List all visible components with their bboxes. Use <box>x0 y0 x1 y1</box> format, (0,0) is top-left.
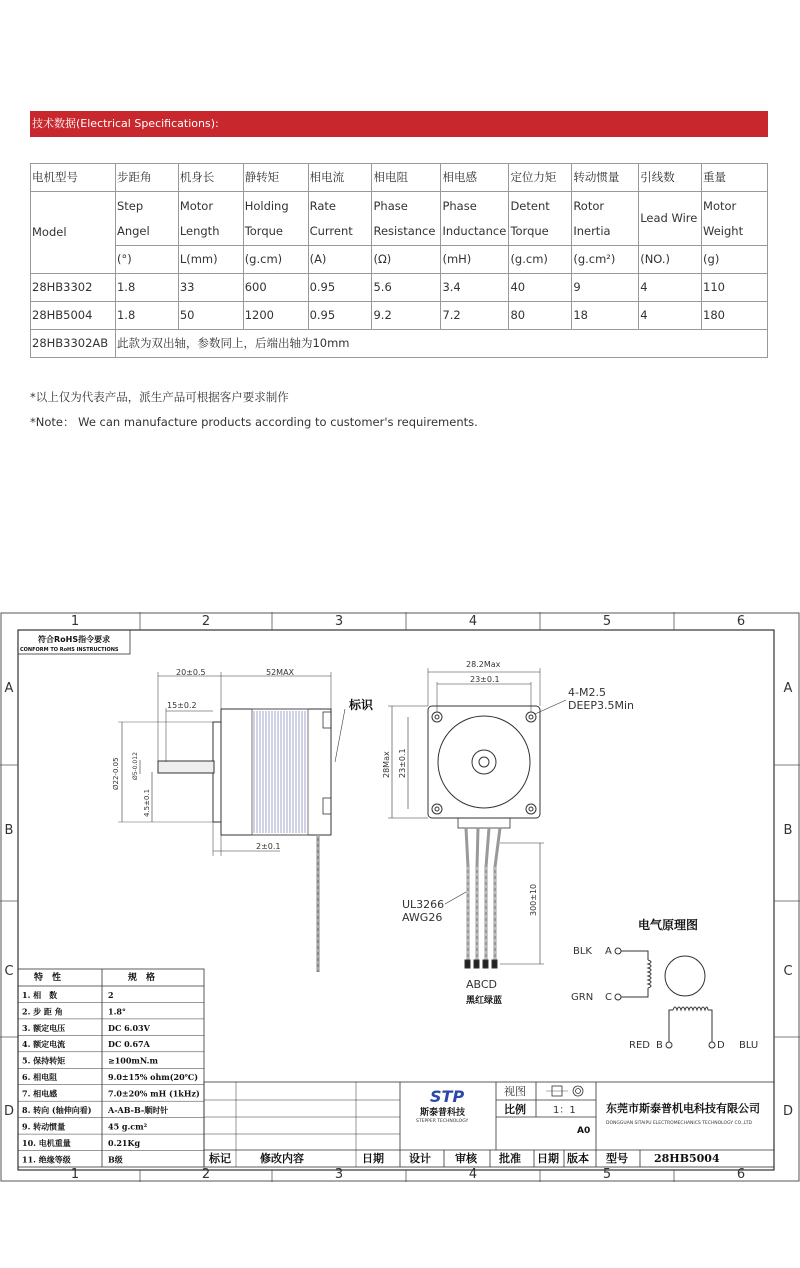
lead-abcd: ABCD <box>466 978 498 991</box>
variant-note: 此款为双出轴，参数同上，后端出轴为10mm <box>115 330 767 358</box>
header-model: Model <box>31 192 116 274</box>
header-en-cell <box>572 192 639 246</box>
spec-value: 0.21Kg <box>108 1137 141 1148</box>
table-cell: 40 <box>509 274 572 302</box>
header-en-cell <box>639 192 702 246</box>
sch-a: A <box>605 946 612 957</box>
spec-value: 45 g.cm² <box>108 1121 148 1132</box>
grid-col-label: 5 <box>602 614 612 629</box>
table-cell: 4 <box>639 274 702 302</box>
header-en-line2: Torque <box>244 223 283 238</box>
unit-cell: (A) <box>308 246 372 274</box>
header-cell: 相电流 <box>308 164 372 192</box>
table-cell: 1.8 <box>115 274 178 302</box>
variant-model: 28HB3302AB <box>31 330 116 358</box>
spec-value: A-AB-B-顺时针 <box>108 1105 169 1116</box>
grid-col-label: 3 <box>334 614 344 629</box>
schematic-diagram <box>615 948 715 1048</box>
header-en-line2: Torque <box>510 223 549 238</box>
grid-col-label: 4 <box>468 614 478 629</box>
spec-value: 9.0±15% ohm(20℃) <box>108 1072 199 1083</box>
header-en-line2: Angel <box>116 223 150 238</box>
tb-view: 视图 <box>504 1085 526 1098</box>
spec-key: 5. 保持转矩 <box>22 1055 66 1066</box>
spec-value: DC 6.03V <box>108 1022 150 1033</box>
header-en-line2: Weight <box>703 223 744 238</box>
grid-col-label: 6 <box>736 1167 746 1182</box>
grid-col-label: 6 <box>736 614 746 629</box>
sch-b: B <box>656 1040 663 1051</box>
header-en-cell <box>308 192 372 246</box>
dim-dia22: Ø22-0.05 <box>112 757 120 790</box>
tb-company-cn: 东莞市斯泰普机电科技有限公司 <box>606 1102 760 1115</box>
tb-design: 设计 <box>409 1152 431 1165</box>
dim-282: 28.2Max <box>466 660 501 669</box>
tb-approve: 批准 <box>499 1152 521 1165</box>
table-row <box>31 302 768 330</box>
dim-45: 4.5±0.1 <box>143 788 151 817</box>
spec-key: 11. 绝缘等级 <box>22 1154 71 1165</box>
holes-spec-2: DEEP3.5Min <box>568 699 635 712</box>
header-en-cell <box>441 192 509 246</box>
table-header-en <box>31 192 768 246</box>
spec-key: 1. 相 数 <box>22 989 58 1000</box>
sch-c: C <box>605 992 612 1003</box>
sch-red: RED <box>629 1040 650 1051</box>
grid-row-label: C <box>783 964 793 979</box>
tb-review: 审核 <box>455 1152 477 1165</box>
grid-col-label: 3 <box>334 1167 344 1182</box>
tb-company-en: DONGGUAN SITAIPU ELECTROMECHANICS TECHNOLOGY CO.,LTD <box>606 1121 752 1126</box>
drawing-svg <box>0 612 800 1192</box>
logo-cn: 斯泰普科技 <box>420 1108 466 1118</box>
table-cell: 600 <box>243 274 308 302</box>
header-cell: 定位力矩 <box>509 164 572 192</box>
tb-date: 日期 <box>362 1152 384 1165</box>
table-cell: 33 <box>178 274 243 302</box>
note-en: *Note： We can manufacture products according to customer's requirements. <box>30 415 478 429</box>
sch-d: D <box>717 1040 725 1051</box>
header-en-line1: Motor <box>703 198 737 213</box>
unit-cell: (mH) <box>441 246 509 274</box>
label-mark: 标识 <box>349 698 374 712</box>
table-cell: 7.2 <box>441 302 509 330</box>
header-cell: 转动惯量 <box>572 164 639 192</box>
header-en-line1: Motor <box>179 198 214 213</box>
header-cell: 重量 <box>702 164 768 192</box>
rohs-cn: 符合RoHS指令要求 <box>38 635 111 644</box>
header-en-line2: Inertia <box>573 223 611 238</box>
header-en-line1: Rotor <box>573 198 605 213</box>
spec-table <box>30 163 768 358</box>
dim-52: 52MAX <box>266 668 295 677</box>
tb-model-label: 型号 <box>606 1152 628 1165</box>
spec-key: 6. 相电阻 <box>22 1072 58 1083</box>
header-en-line1: Phase <box>442 198 477 213</box>
header-cell: 电机型号 <box>31 164 116 192</box>
note-cn: *以上仅为代表产品，派生产品可根据客户要求制作 <box>30 390 289 404</box>
header-en-line1: Step <box>116 198 144 213</box>
table-row-variant <box>31 330 768 358</box>
grid-col-label: 1 <box>70 614 80 629</box>
unit-cell: (g) <box>702 246 768 274</box>
header-en-line1: Holding <box>244 198 289 213</box>
spec-key: 4. 额定电流 <box>22 1039 66 1050</box>
spec-key: 8. 转向 (轴伸向看) <box>22 1105 92 1116</box>
header-cell: 引线数 <box>639 164 702 192</box>
dim-28v: 28Max <box>382 751 391 778</box>
table-cell: 0.95 <box>308 302 372 330</box>
wire-type-2: AWG26 <box>402 911 443 924</box>
tb-date2: 日期 <box>537 1152 559 1165</box>
header-cell: 相电阻 <box>372 164 441 192</box>
spec-head-1: 特 性 <box>34 973 62 983</box>
table-cell: 9 <box>572 274 639 302</box>
unit-cell: (g.cm) <box>509 246 572 274</box>
tb-scale: 1：1 <box>553 1105 576 1116</box>
spec-key: 9. 转动惯量 <box>22 1121 66 1132</box>
header-en-line2: Current <box>309 223 353 238</box>
grid-row-label: A <box>4 681 14 696</box>
sch-blk: BLK <box>573 946 592 957</box>
grid-row-label: D <box>782 1104 794 1119</box>
table-cell: 3.4 <box>441 274 509 302</box>
tb-scale-label: 比例 <box>504 1103 526 1116</box>
grid-col-label: 2 <box>201 1167 211 1182</box>
logo-stp: STP <box>430 1087 465 1106</box>
table-cell: 28HB5004 <box>31 302 116 330</box>
grid-row-label: B <box>4 823 14 838</box>
holes-spec-1: 4-M2.5 <box>568 686 606 699</box>
table-cell: 4 <box>639 302 702 330</box>
spec-key: 2. 步 距 角 <box>22 1006 63 1017</box>
spec-value: 1.8° <box>108 1006 126 1017</box>
grid-row-label: C <box>4 964 14 979</box>
dim-20: 20±0.5 <box>176 668 206 677</box>
table-cell: 5.6 <box>372 274 441 302</box>
spec-value: 7.0±20% mH (1kHz) <box>108 1088 200 1099</box>
dim-2: 2±0.1 <box>256 842 281 851</box>
dim-23h: 23±0.1 <box>470 675 500 684</box>
spec-value: B级 <box>108 1154 123 1165</box>
header-en-cell <box>702 192 768 246</box>
spec-key: 7. 相电感 <box>22 1088 58 1099</box>
sch-grn: GRN <box>571 992 594 1003</box>
grid-row-label: D <box>3 1104 15 1119</box>
table-cell: 80 <box>509 302 572 330</box>
grid-col-label: 4 <box>468 1167 478 1182</box>
side-view <box>118 672 345 972</box>
tb-size: A0 <box>577 1126 591 1136</box>
tb-model: 28HB5004 <box>654 1152 720 1165</box>
unit-cell: (Ω) <box>372 246 441 274</box>
table-row <box>31 274 768 302</box>
header-cell: 相电感 <box>441 164 509 192</box>
tb-version: 版本 <box>567 1152 589 1165</box>
header-en-line1: Detent <box>510 198 550 213</box>
spec-key: 3. 额定电压 <box>22 1022 66 1033</box>
header-en-cell <box>178 192 243 246</box>
unit-cell: (g.cm) <box>243 246 308 274</box>
table-cell: 1.8 <box>115 302 178 330</box>
table-cell: 18 <box>572 302 639 330</box>
grid-row-label: B <box>783 823 793 838</box>
sch-blu: BLU <box>739 1040 759 1051</box>
header-cell: 机身长 <box>178 164 243 192</box>
logo-en: STEPPER TECHNOLOGY <box>416 1119 469 1124</box>
header-en-cell <box>372 192 441 246</box>
header-en-cell <box>509 192 572 246</box>
wire-type-1: UL3266 <box>402 898 445 911</box>
header-en-cell <box>243 192 308 246</box>
spec-value: DC 0.67A <box>108 1039 150 1050</box>
tb-change: 修改内容 <box>260 1152 304 1165</box>
table-cell: 50 <box>178 302 243 330</box>
table-cell: 0.95 <box>308 274 372 302</box>
spec-key: 10. 电机重量 <box>22 1137 71 1148</box>
grid-col-label: 2 <box>201 614 211 629</box>
grid-row-label: A <box>783 681 793 696</box>
header-cell: 静转矩 <box>243 164 308 192</box>
header-en-line1: Rate <box>309 198 336 213</box>
unit-cell: L(mm) <box>178 246 243 274</box>
lead-colors: 黑红绿蓝 <box>466 996 503 1006</box>
table-cell: 28HB3302 <box>31 274 116 302</box>
header-en-cell <box>115 192 178 246</box>
header-en-line2: Resistance <box>373 223 436 238</box>
dim-dia5: Ø5-0.012 <box>132 752 139 780</box>
dim-300: 300±10 <box>529 883 538 916</box>
unit-cell: (NO.) <box>639 246 702 274</box>
dim-15: 15±0.2 <box>167 701 197 710</box>
table-header-cn <box>31 164 768 192</box>
tb-mark: 标记 <box>209 1152 231 1165</box>
grid-col-label: 1 <box>70 1167 80 1182</box>
spec-banner: 技术数据(Electrical Specifications): <box>30 111 768 137</box>
table-cell: 180 <box>702 302 768 330</box>
spec-head-2: 规 格 <box>128 973 156 983</box>
header-en-line1: Lead Wire <box>640 211 698 225</box>
schematic-title: 电气原理图 <box>638 918 699 932</box>
table-cell: 1200 <box>243 302 308 330</box>
grid-col-label: 5 <box>602 1167 612 1182</box>
header-en-line2: Inductance <box>442 223 507 238</box>
spec-value: 2 <box>108 989 114 1000</box>
unit-cell: (°) <box>115 246 178 274</box>
table-units <box>31 246 768 274</box>
header-cell: 步距角 <box>115 164 178 192</box>
spec-value: ≥100mN.m <box>108 1055 158 1066</box>
dim-23v: 23±0.1 <box>398 748 407 778</box>
header-en-line1: Phase <box>373 198 408 213</box>
header-en-line2: Length <box>179 223 220 238</box>
table-cell: 110 <box>702 274 768 302</box>
table-cell: 9.2 <box>372 302 441 330</box>
rohs-en: CONFORM TO RoHS INSTRUCTIONS <box>20 647 119 653</box>
engineering-drawing <box>0 612 800 1192</box>
unit-cell: (g.cm²) <box>572 246 639 274</box>
